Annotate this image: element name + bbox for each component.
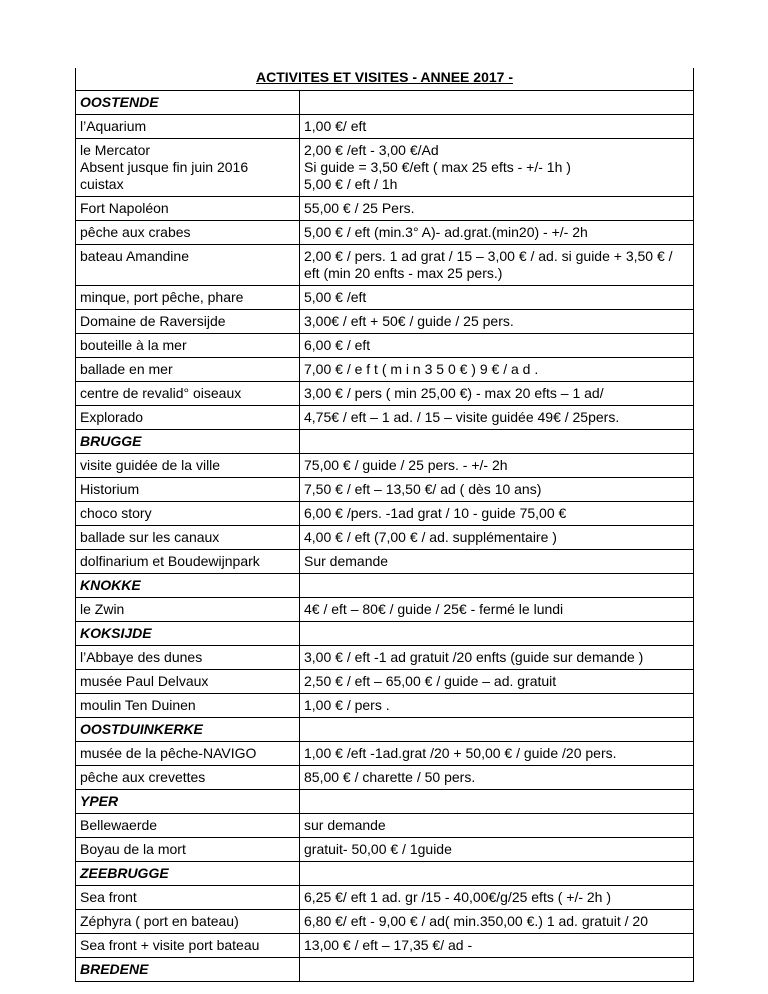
activity-row bbox=[76, 139, 694, 197]
activity-name-line: Bellewaerde bbox=[80, 817, 158, 833]
activity-price bbox=[300, 934, 694, 958]
activity-price bbox=[300, 139, 694, 197]
section-row bbox=[76, 91, 694, 115]
activity-name bbox=[76, 454, 300, 478]
activity-price bbox=[300, 382, 694, 406]
activity-row bbox=[76, 197, 694, 221]
activity-price-line: 5,00 € / eft / 1h bbox=[304, 176, 398, 192]
activity-price bbox=[300, 502, 694, 526]
section-name: BREDENE bbox=[76, 958, 300, 982]
activity-price bbox=[300, 646, 694, 670]
activity-row bbox=[76, 838, 694, 862]
activities-table bbox=[75, 90, 694, 982]
activity-price-line: Si guide = 3,50 €/eft ( max 25 efts - +/- 1h ) bbox=[304, 159, 571, 175]
activity-price-line: 3,00 € / eft -1 ad gratuit /20 enfts (guide sur demande ) bbox=[304, 649, 644, 665]
price-sheet bbox=[75, 68, 694, 982]
activity-name-line: bateau Amandine bbox=[80, 248, 189, 264]
activity-row bbox=[76, 814, 694, 838]
activity-price-line: 5,00 € / eft (min.3° A)- ad.grat.(min20) - +/- 2h bbox=[304, 224, 588, 240]
activity-price-line: 55,00 € / 25 Pers. bbox=[304, 200, 415, 216]
activity-row bbox=[76, 382, 694, 406]
activity-name bbox=[76, 502, 300, 526]
section-price-empty bbox=[300, 862, 694, 886]
activity-name-line: le Zwin bbox=[80, 601, 125, 617]
activities-table-body bbox=[76, 91, 694, 982]
activity-price-line: 85,00 € / charette / 50 pers. bbox=[304, 769, 476, 785]
activity-price bbox=[300, 334, 694, 358]
activity-price bbox=[300, 550, 694, 574]
section-name: OOSTENDE bbox=[76, 91, 300, 115]
activity-name-line: ballade sur les canaux bbox=[80, 529, 220, 545]
activity-name bbox=[76, 115, 300, 139]
activity-name bbox=[76, 694, 300, 718]
activity-row bbox=[76, 502, 694, 526]
activity-row bbox=[76, 454, 694, 478]
activity-name-line: l’Aquarium bbox=[80, 118, 147, 134]
activity-row bbox=[76, 910, 694, 934]
activity-price-line: 13,00 € / eft – 17,35 €/ ad - bbox=[304, 937, 473, 953]
activity-price bbox=[300, 310, 694, 334]
activity-name-line: Explorado bbox=[80, 409, 144, 425]
section-row bbox=[76, 958, 694, 982]
activity-name-line: musée de la pêche-NAVIGO bbox=[80, 745, 257, 761]
section-price-empty bbox=[300, 622, 694, 646]
section-row bbox=[76, 430, 694, 454]
section-price-empty bbox=[300, 790, 694, 814]
section-price-empty bbox=[300, 958, 694, 982]
activity-name bbox=[76, 838, 300, 862]
activity-name-line: Zéphyra ( port en bateau) bbox=[80, 913, 239, 929]
section-name: YPER bbox=[76, 790, 300, 814]
section-row bbox=[76, 622, 694, 646]
activity-price-line: 1,00 €/ eft bbox=[304, 118, 367, 134]
activity-name bbox=[76, 646, 300, 670]
activity-price-line: 7,00 € / e f t ( m i n 3 5 0 € ) 9 € / a d . bbox=[304, 361, 539, 377]
activity-price-line: 6,80 €/ eft - 9,00 € / ad( min.350,00 €.) 1 ad. gratuit / 20 bbox=[304, 913, 648, 929]
activity-name-line: pêche aux crevettes bbox=[80, 769, 206, 785]
activity-price bbox=[300, 406, 694, 430]
section-name: ZEEBRUGGE bbox=[76, 862, 300, 886]
section-name: KOKSIJDE bbox=[76, 622, 300, 646]
activity-name bbox=[76, 221, 300, 245]
activity-price bbox=[300, 838, 694, 862]
activity-price bbox=[300, 358, 694, 382]
activity-name bbox=[76, 934, 300, 958]
activity-name bbox=[76, 598, 300, 622]
activity-row bbox=[76, 310, 694, 334]
activity-price-line: sur demande bbox=[304, 817, 386, 833]
activity-price bbox=[300, 670, 694, 694]
activity-name bbox=[76, 766, 300, 790]
section-price-empty bbox=[300, 430, 694, 454]
section-name: OOSTDUINKERKE bbox=[76, 718, 300, 742]
section-row bbox=[76, 862, 694, 886]
activity-name bbox=[76, 286, 300, 310]
activity-price-line: 3,00€ / eft + 50€ / guide / 25 pers. bbox=[304, 313, 514, 329]
activity-name-line: ballade en mer bbox=[80, 361, 173, 377]
activity-name-line: Historium bbox=[80, 481, 140, 497]
activity-name bbox=[76, 245, 300, 286]
activity-price bbox=[300, 814, 694, 838]
activity-row bbox=[76, 115, 694, 139]
activity-price-line: 6,00 € / eft bbox=[304, 337, 371, 353]
section-name: BRUGGE bbox=[76, 430, 300, 454]
activity-name bbox=[76, 814, 300, 838]
activity-name-line: Domaine de Raversijde bbox=[80, 313, 226, 329]
activity-row bbox=[76, 934, 694, 958]
activity-row bbox=[76, 478, 694, 502]
section-row bbox=[76, 790, 694, 814]
activity-name bbox=[76, 886, 300, 910]
activity-price bbox=[300, 910, 694, 934]
activity-row bbox=[76, 358, 694, 382]
section-price-empty bbox=[300, 718, 694, 742]
activity-price bbox=[300, 526, 694, 550]
activity-price-line: 4,75€ / eft – 1 ad. / 15 – visite guidée 49€ / 25pers. bbox=[304, 409, 620, 425]
page-title: ACTIVITES ET VISITES - ANNEE 2017 - bbox=[75, 68, 694, 90]
activity-price bbox=[300, 742, 694, 766]
activity-price bbox=[300, 286, 694, 310]
activity-price bbox=[300, 886, 694, 910]
activity-name-line: l’Abbaye des dunes bbox=[80, 649, 203, 665]
activity-price bbox=[300, 598, 694, 622]
activity-row bbox=[76, 221, 694, 245]
activity-name-line: moulin Ten Duinen bbox=[80, 697, 196, 713]
activity-name bbox=[76, 382, 300, 406]
activity-name bbox=[76, 358, 300, 382]
activity-name-line: dolfinarium et Boudewijnpark bbox=[80, 553, 260, 569]
activity-price-line: gratuit- 50,00 € / 1guide bbox=[304, 841, 452, 857]
activity-price-line: 2,00 € /eft - 3,00 €/Ad bbox=[304, 142, 439, 158]
activity-price-line: 5,00 € /eft bbox=[304, 289, 367, 305]
activity-row bbox=[76, 526, 694, 550]
activity-name bbox=[76, 310, 300, 334]
activity-price-line: 75,00 € / guide / 25 pers. - +/- 2h bbox=[304, 457, 508, 473]
section-name: KNOKKE bbox=[76, 574, 300, 598]
activity-price-line: 1,00 € / pers . bbox=[304, 697, 390, 713]
activity-price-line: 6,00 € /pers. -1ad grat / 10 - guide 75,00 € bbox=[304, 505, 567, 521]
activity-price bbox=[300, 197, 694, 221]
activity-price-line: 6,25 €/ eft 1 ad. gr /15 - 40,00€/g/25 efts ( +/- 2h ) bbox=[304, 889, 612, 905]
activity-name-line: Sea front bbox=[80, 889, 137, 905]
activity-price bbox=[300, 766, 694, 790]
activity-row bbox=[76, 670, 694, 694]
section-price-empty bbox=[300, 91, 694, 115]
activity-name-line: Fort Napoléon bbox=[80, 200, 169, 216]
activity-name-line: cuistax bbox=[80, 176, 124, 192]
activity-name-line: choco story bbox=[80, 505, 152, 521]
activity-row bbox=[76, 598, 694, 622]
section-price-empty bbox=[300, 574, 694, 598]
activity-name-line: visite guidée de la ville bbox=[80, 457, 221, 473]
activity-name-line: Absent jusque fin juin 2016 bbox=[80, 159, 249, 175]
section-row bbox=[76, 718, 694, 742]
activity-row bbox=[76, 694, 694, 718]
activity-name bbox=[76, 197, 300, 221]
activity-name bbox=[76, 334, 300, 358]
activity-price-line: 4,00 € / eft (7,00 € / ad. supplémentaire ) bbox=[304, 529, 557, 545]
activity-price-line: 4€ / eft – 80€ / guide / 25€ - fermé le lundi bbox=[304, 601, 564, 617]
activity-name bbox=[76, 550, 300, 574]
activity-name-line: minque, port pêche, phare bbox=[80, 289, 244, 305]
activity-name bbox=[76, 139, 300, 197]
activity-name bbox=[76, 406, 300, 430]
section-row bbox=[76, 574, 694, 598]
activity-row bbox=[76, 286, 694, 310]
activity-name bbox=[76, 910, 300, 934]
activity-row bbox=[76, 766, 694, 790]
activity-price-line: 2,50 € / eft – 65,00 € / guide – ad. gratuit bbox=[304, 673, 557, 689]
activity-price-line: Sur demande bbox=[304, 553, 389, 569]
activity-price bbox=[300, 221, 694, 245]
activity-name-line: Boyau de la mort bbox=[80, 841, 186, 857]
activity-price-line: 1,00 € /eft -1ad.grat /20 + 50,00 € / guide /20 pers. bbox=[304, 745, 617, 761]
activity-name bbox=[76, 478, 300, 502]
activity-row bbox=[76, 550, 694, 574]
activity-row bbox=[76, 334, 694, 358]
activity-name bbox=[76, 742, 300, 766]
activity-name-line: musée Paul Delvaux bbox=[80, 673, 209, 689]
activity-price bbox=[300, 694, 694, 718]
activity-price bbox=[300, 245, 694, 286]
activity-name bbox=[76, 526, 300, 550]
activity-name bbox=[76, 670, 300, 694]
activity-price-line: 7,50 € / eft – 13,50 €/ ad ( dès 10 ans) bbox=[304, 481, 542, 497]
activity-row bbox=[76, 406, 694, 430]
activity-row bbox=[76, 886, 694, 910]
activity-name-line: pêche aux crabes bbox=[80, 224, 191, 240]
activity-price-line: 3,00 € / pers ( min 25,00 €) - max 20 efts – 1 ad/ bbox=[304, 385, 604, 401]
activity-row bbox=[76, 742, 694, 766]
activity-name-line: le Mercator bbox=[80, 142, 151, 158]
activity-price bbox=[300, 454, 694, 478]
activity-name-line: bouteille à la mer bbox=[80, 337, 187, 353]
activity-name-line: centre de revalid° oiseaux bbox=[80, 385, 242, 401]
activity-price bbox=[300, 115, 694, 139]
activity-price-line: 2,00 € / pers. 1 ad grat / 15 – 3,00 € / ad. si guide + 3,50 € / eft (min 20 enfts - max 25 pers.) bbox=[304, 248, 673, 281]
activity-price bbox=[300, 478, 694, 502]
activity-name-line: Sea front + visite port bateau bbox=[80, 937, 260, 953]
activity-row bbox=[76, 646, 694, 670]
activity-row bbox=[76, 245, 694, 286]
